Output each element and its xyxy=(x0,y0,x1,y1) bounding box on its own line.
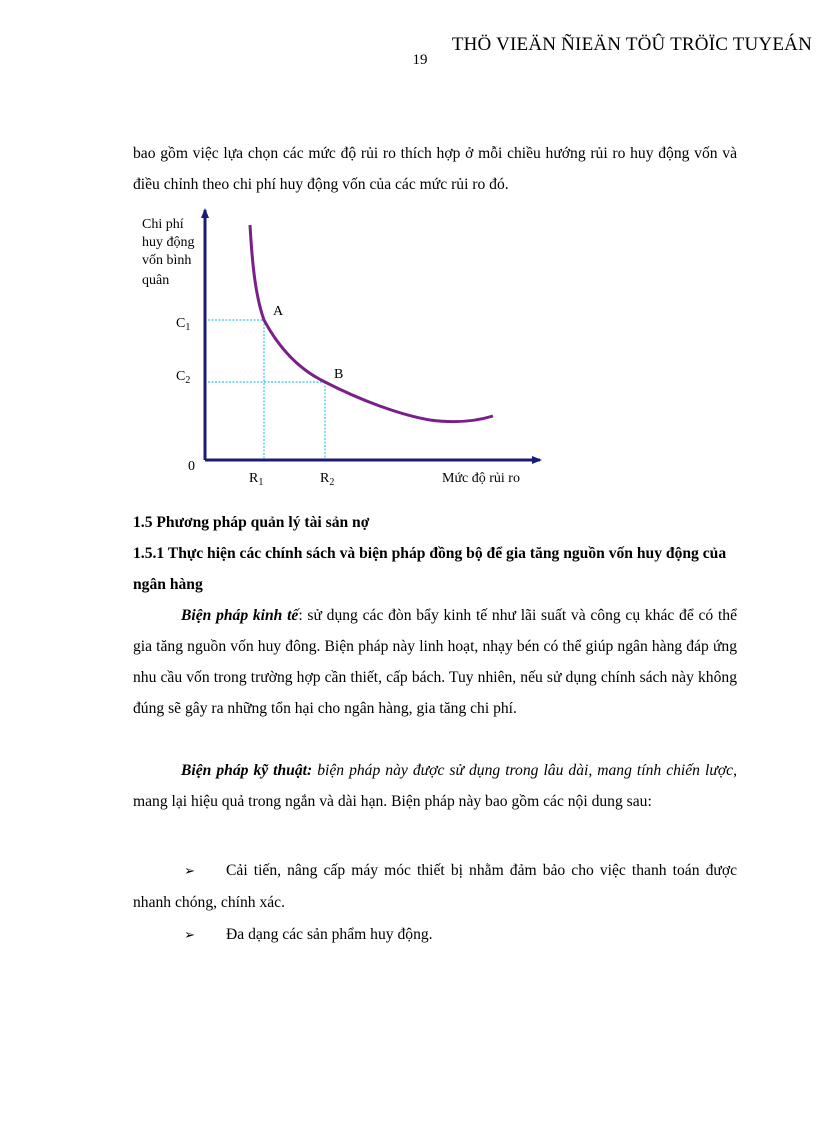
technical-measures-label: Biện pháp kỹ thuật: xyxy=(181,762,313,779)
cost-risk-figure xyxy=(130,200,550,495)
bullet-item-2 xyxy=(133,919,737,951)
economic-measures-text: : sử dụng các đòn bẩy kinh tế như lãi suất và công cụ khác để có thể gia tăng nguồn vốn huy đông. Biện pháp này linh hoạt, nhạy bén có thể giúp ngân hàng đáp ứng nhu cầu vốn trong trường hợp cần thiết, cấp bách. Tuy nhiên, nếu sử dụng chính sách này không đúng sẽ gây ra những tổn hại cho ngân hàng, gia tăng chi phí. xyxy=(133,607,737,717)
bullet-item-1 xyxy=(133,855,737,918)
economic-measures-paragraph xyxy=(133,600,737,724)
r1-label xyxy=(249,471,263,488)
c1-label xyxy=(176,316,190,333)
point-a-label: A xyxy=(273,304,284,319)
c1-base: C xyxy=(176,316,186,331)
bullet-item-2-text: Đa dạng các sản phẩm huy động. xyxy=(226,926,433,943)
header-title: THÖ VIEÄN ÑIEÄN TÖÛ TRÖÏC TUYEÁN xyxy=(451,34,812,55)
technical-measures-paragraph xyxy=(133,755,737,817)
c2-label xyxy=(176,369,190,386)
r2-label xyxy=(320,471,334,488)
point-b-label: B xyxy=(334,367,344,382)
economic-measures-label: Biện pháp kinh tế xyxy=(181,607,299,624)
c2-base: C xyxy=(176,369,186,384)
cost-risk-curve xyxy=(250,225,493,422)
c2-subscript: 2 xyxy=(185,375,191,386)
arrow-bullet-icon: ➢ xyxy=(184,928,195,943)
xlabel: Mức độ rủi ro xyxy=(442,471,520,486)
section-heading-1-5: 1.5 Phương pháp quản lý tài sản nợ xyxy=(133,514,370,531)
arrow-bullet-icon: ➢ xyxy=(184,864,195,879)
ylabel-line-1: Chi phí xyxy=(142,217,184,232)
ylabel-line-3: vốn bình xyxy=(142,253,192,268)
bullet-item-1-text: Cải tiến, nâng cấp máy móc thiết bị nhằm đảm bảo cho việc thanh toán được nhanh chóng, chính xác. xyxy=(133,862,737,911)
origin-label: 0 xyxy=(188,459,195,474)
c1-subscript: 1 xyxy=(185,322,191,333)
ylabel-line-2: huy động xyxy=(142,235,195,250)
page-number: 19 xyxy=(412,52,428,68)
r1-base: R xyxy=(249,471,259,486)
technical-measures-text: , mang lại hiệu quả trong ngắn và dài hạn. Biện pháp này bao gồm các nội dung sau: xyxy=(133,762,737,810)
technical-measures-italic: biện pháp này được sử dụng trong lâu dài, mang tính chiến lược xyxy=(312,762,734,779)
ylabel-line-4: quân xyxy=(142,273,170,288)
r2-subscript: 2 xyxy=(329,477,335,488)
intro-paragraph: bao gồm việc lựa chọn các mức độ rủi ro thích hợp ở mỗi chiều hướng rủi ro huy động vốn và điều chỉnh theo chi phí huy động vốn của các mức rủi ro đó. xyxy=(133,145,737,193)
r2-base: R xyxy=(320,471,330,486)
section-heading-1-5-1: 1.5.1 Thực hiện các chính sách và biện pháp đồng bộ để gia tăng nguồn vốn huy động của ngân hàng xyxy=(133,545,727,593)
r1-subscript: 1 xyxy=(258,477,264,488)
cost-risk-diagram xyxy=(130,200,550,495)
